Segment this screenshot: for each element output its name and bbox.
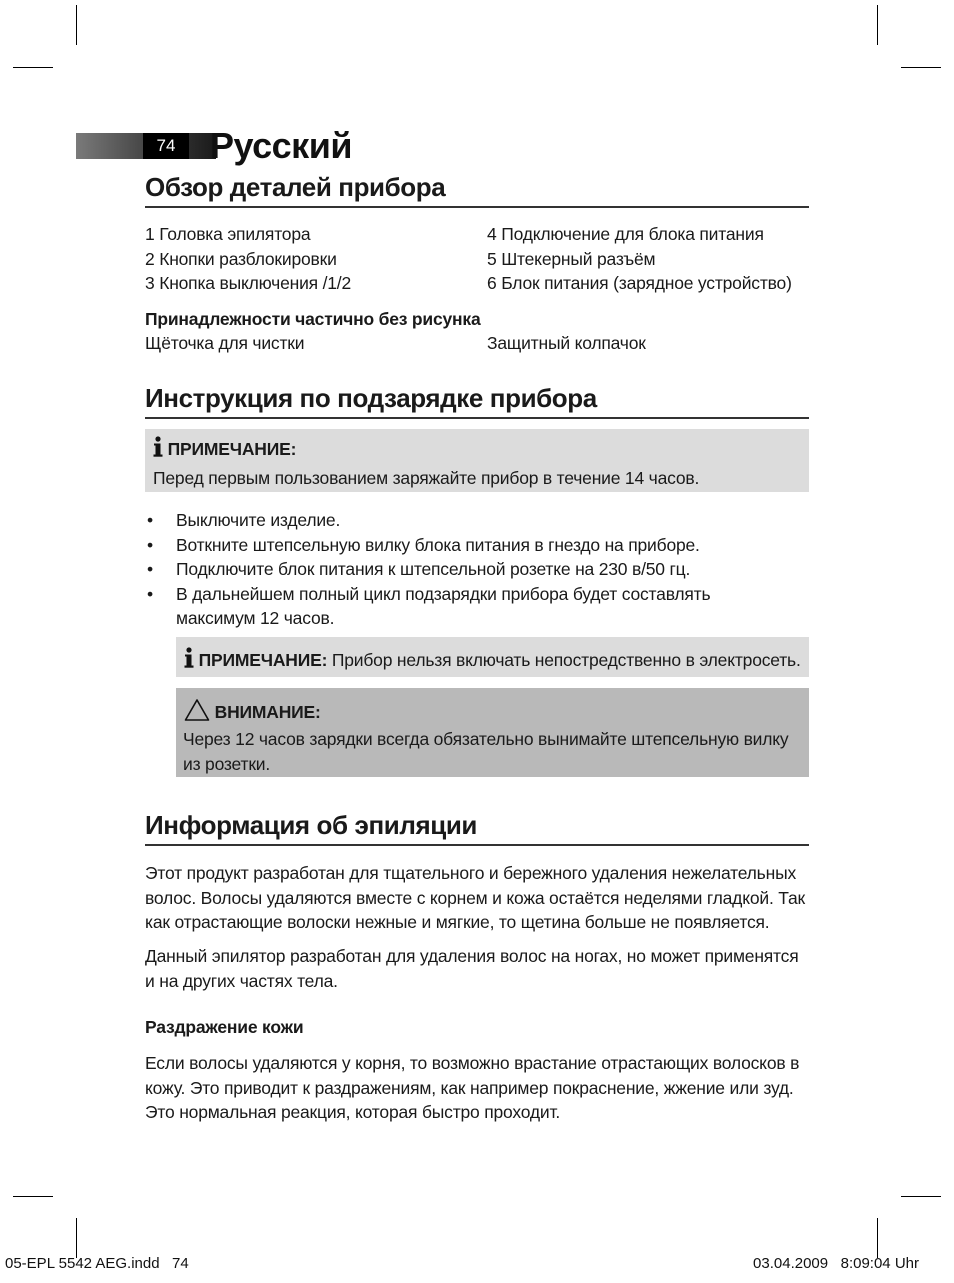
list-item: 4 Подключение для блока питания xyxy=(487,224,764,244)
warning-text: Через 12 часов зарядки всегда обязательно вынимайте штепсельную вилку из розетки. xyxy=(183,729,789,774)
paragraph: Данный эпилятор разработан для удаления волос на ногах, но может применятся и на других частях тела. xyxy=(145,946,799,991)
crop-mark xyxy=(901,1196,941,1197)
crop-mark xyxy=(901,67,941,68)
crop-mark xyxy=(13,1196,53,1197)
subheading: Раздражение кожи xyxy=(145,1017,304,1037)
paragraph: Если волосы удаляются у корня, то возможно врастание отрастающих волосков в кожу. Это приводит к раздражениям, как например покраснение, жжение или зуд. Это нормальная реакция, которая быстро проходит. xyxy=(145,1053,800,1122)
note-text: Прибор нельзя включать непостредственно в электросеть. xyxy=(331,649,801,670)
warning-heading xyxy=(184,698,321,729)
section-title-epilation: Информация об эпиляции xyxy=(145,808,809,846)
parts-list-right xyxy=(487,222,792,296)
footer-left: 05-EPL 5542 AEG.indd 74 xyxy=(5,1255,189,1272)
crop-mark xyxy=(76,1218,77,1258)
footer-right: 03.04.2009 8:09:04 Uhr xyxy=(753,1255,919,1272)
info-icon xyxy=(153,436,163,465)
page-number: 74 xyxy=(143,133,189,159)
list-item: • В дальнейшем полный цикл подзарядки прибора будет составлять максимум 12 часов. xyxy=(145,582,809,631)
charging-steps xyxy=(145,508,809,631)
note-text: Перед первым пользованием заряжайте прибор в течение 14 часов. xyxy=(153,468,700,488)
paragraph: Этот продукт разработан для тщательного и бережного удаления нежелательных волос. Волосы удаляются вместе с корнем и кожа остаётся неделями гладкой. Так как отрастающие волоски нежные и мягкие, то щетина больше не появляется. xyxy=(145,863,805,932)
list-item: 1 Головка эпилятора xyxy=(145,224,311,244)
list-item: 5 Штекерный разъём xyxy=(487,248,656,269)
language-title: Русский xyxy=(210,125,352,166)
list-item: • Выключите изделие. xyxy=(145,508,809,533)
list-item: 3 Кнопка выключения /1/2 xyxy=(145,273,351,293)
note-inline xyxy=(184,647,801,676)
accessories-heading: Принадлежности частично без рисунка xyxy=(145,309,481,329)
accessory-item: Щёточка для чистки xyxy=(145,333,305,353)
section-title-charging: Инструкция по подзарядке прибора xyxy=(145,381,809,419)
crop-mark xyxy=(877,5,878,45)
warning-triangle-icon xyxy=(184,698,210,729)
list-item: 6 Блок питания (зарядное устройство) xyxy=(487,273,792,293)
note-heading xyxy=(153,436,296,465)
accessory-item: Защитный колпачок xyxy=(487,333,646,353)
list-item: • Воткните штепсельную вилку блока питания в гнездо на приборе. xyxy=(145,533,809,558)
note-label: ПРИМЕЧАНИЕ: xyxy=(198,649,328,670)
crop-mark xyxy=(877,1218,878,1258)
parts-list-left xyxy=(145,222,351,296)
note-label: ПРИМЕЧАНИЕ: xyxy=(167,438,297,459)
info-icon xyxy=(184,647,194,676)
warning-label: ВНИМАНИЕ: xyxy=(214,701,321,722)
list-item: 2 Кнопки разблокировки xyxy=(145,248,337,269)
section-title-overview: Обзор деталей прибора xyxy=(145,170,809,208)
crop-mark xyxy=(13,67,53,68)
list-item: • Подключите блок питания к штепсельной розетке на 230 в/50 гц. xyxy=(145,557,809,582)
crop-mark xyxy=(76,5,77,45)
